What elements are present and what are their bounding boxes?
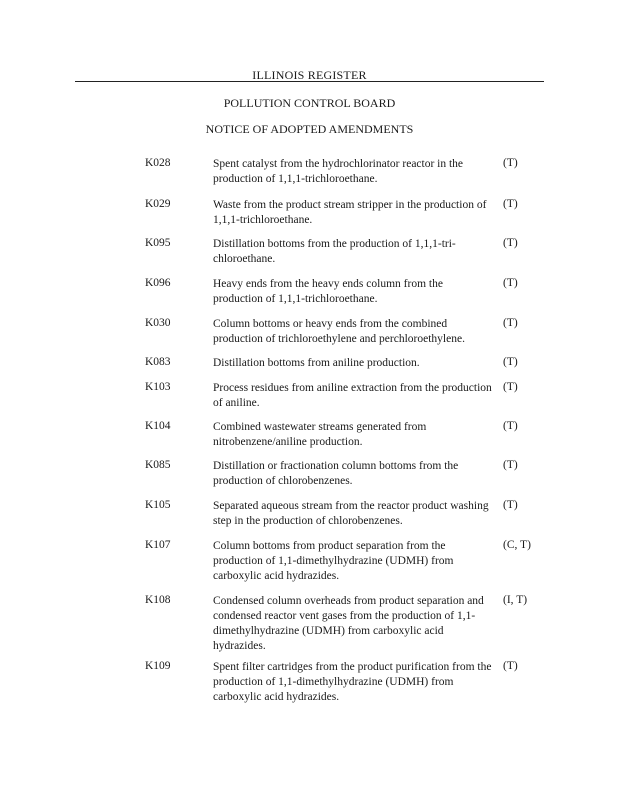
hazard-code: (T) <box>503 660 518 672</box>
waste-code: K029 <box>145 198 171 210</box>
hazard-code: (T) <box>503 356 518 368</box>
waste-description: Column bottoms or heavy ends from the combined production of trichloroethylene and perchloroethylene. <box>213 318 465 345</box>
waste-description: Distillation bottoms from aniline production. <box>213 357 420 369</box>
waste-description: Process residues from aniline extraction from the production of aniline. <box>213 382 492 409</box>
notice-heading: NOTICE OF ADOPTED AMENDMENTS <box>205 122 414 136</box>
hazard-code: (T) <box>503 499 518 511</box>
hazard-code: (T) <box>503 277 518 289</box>
hazard-code: (C, T) <box>503 539 531 551</box>
waste-code: K104 <box>145 420 171 432</box>
waste-code: K083 <box>145 356 171 368</box>
waste-code: K109 <box>145 660 171 672</box>
waste-code: K107 <box>145 539 171 551</box>
hazard-code: (T) <box>503 459 518 471</box>
waste-description: Condensed column overheads from product separation and condensed reactor vent gases from the production of 1,1-dimethylhydrazine (UDMH) from carboxylic acid hydrazides. <box>213 595 484 652</box>
hazard-code: (I, T) <box>503 594 528 606</box>
hazard-code: (T) <box>503 420 518 432</box>
register-title: ILLINOIS REGISTER <box>252 68 367 82</box>
waste-description: Spent catalyst from the hydrochlorinator reactor in the production of 1,1,1-trichloroethane. <box>213 158 464 185</box>
waste-description: Distillation or fractionation column bottoms from the production of chlorobenzenes. <box>213 460 459 487</box>
waste-code: K028 <box>145 157 171 169</box>
header-rule <box>75 81 544 82</box>
waste-description: Waste from the product stream stripper in the production of 1,1,1-trichloroethane. <box>213 199 487 226</box>
waste-description: Distillation bottoms from the production of 1,1,1-tri-chloroethane. <box>213 238 456 265</box>
waste-code: K030 <box>145 317 171 329</box>
waste-description: Combined wastewater streams generated from nitrobenzene/aniline production. <box>213 421 427 448</box>
waste-description: Heavy ends from the heavy ends column from the production of 1,1,1-trichloroethane. <box>213 278 443 305</box>
waste-code: K105 <box>145 499 171 511</box>
waste-code: K103 <box>145 381 171 393</box>
hazard-code: (T) <box>503 381 518 393</box>
board-heading: POLLUTION CONTROL BOARD <box>223 96 396 110</box>
hazard-code: (T) <box>503 198 518 210</box>
waste-description: Spent filter cartridges from the product purification from the production of 1,1-dimethylhydrazine (UDMH) from carboxylic acid hydrazides. <box>213 661 492 703</box>
waste-code: K108 <box>145 594 171 606</box>
hazard-code: (T) <box>503 237 518 249</box>
waste-code: K085 <box>145 459 171 471</box>
hazard-code: (T) <box>503 317 518 329</box>
waste-code: K096 <box>145 277 171 289</box>
hazard-code: (T) <box>503 157 518 169</box>
waste-code: K095 <box>145 237 171 249</box>
waste-description: Column bottoms from product separation from the production of 1,1-dimethylhydrazine (UDMH) from carboxylic acid hydrazides. <box>213 540 454 582</box>
waste-description: Separated aqueous stream from the reactor product washing step in the production of chlorobenzenes. <box>213 500 489 527</box>
